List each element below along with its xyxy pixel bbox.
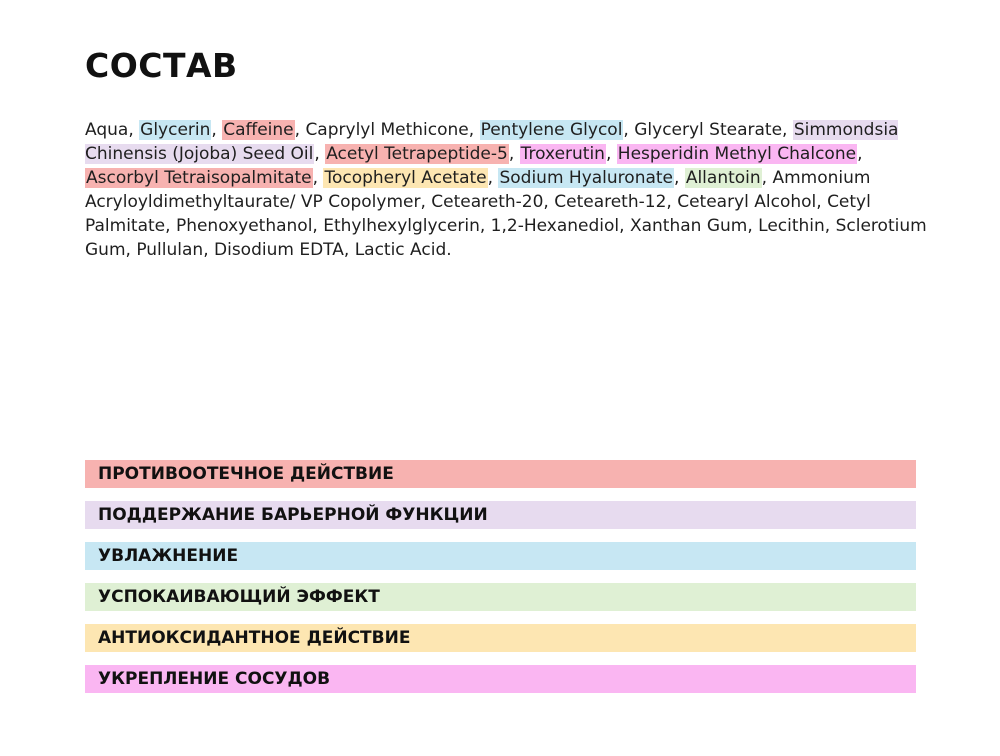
ingredient: Phenoxyethanol: [175, 216, 313, 236]
legend-item-moisturizing: [85, 542, 916, 570]
ingredient-highlighted: Allantoin: [685, 168, 761, 188]
ingredient: 1,2-Hexanediol: [490, 216, 620, 236]
legend-label: ПОДДЕРЖАНИЕ БАРЬЕРНОЙ ФУНКЦИИ: [98, 505, 488, 525]
ingredient-highlighted: Pentylene Glycol: [480, 120, 623, 140]
ingredient: Cetearyl Alcohol: [677, 192, 817, 212]
ingredient: Ammonium Acryloyldimethyltaurate/ VP Copolymer: [85, 168, 871, 212]
ingredient: Xanthan Gum: [629, 216, 748, 236]
ingredient-highlighted: Hesperidin Methyl Chalcone: [617, 144, 857, 164]
ingredient: Caprylyl Methicone: [305, 120, 469, 140]
legend-item-soothing: [85, 583, 916, 611]
legend-item-barrier: [85, 501, 916, 529]
page-title: СОСТАВ: [85, 46, 238, 85]
ingredient: Ceteareth-20: [431, 192, 544, 212]
legend: [85, 460, 916, 706]
ingredient-highlighted: Ascorbyl Tetraisopalmitate: [86, 168, 312, 188]
ingredient-highlighted: Tocopheryl Acetate: [324, 168, 487, 188]
legend-label: УСПОКАИВАЮЩИЙ ЭФФЕКТ: [98, 587, 380, 607]
ingredients-list: Aqua, Glycerin, Caffeine, Caprylyl Methicone, Pentylene Glycol, Glyceryl Stearate, Simmondsia Chinensis (Jojoba) Seed Oil, Acetyl Tetrapeptide-5, Troxerutin, Hesperidin Methyl Chalcone, Ascorbyl Tetraisopalmitate, Tocopheryl Acetate, Sodium Hyaluronate, Allantoin, Ammonium Acryloyldimethyltaurate/ VP Copolymer, Ceteareth-20, Ceteareth-12, Cetearyl Alcohol, Cetyl Palmitate, Phenoxyethanol, Ethylhexylglycerin, 1,2-Hexanediol, Xanthan Gum, Lecithin, Sclerotium Gum, Pullulan, Disodium EDTA, Lactic Acid.: [85, 120, 927, 260]
ingredient: Aqua: [85, 120, 129, 140]
legend-item-vessels: [85, 665, 916, 693]
legend-label: АНТИОКСИДАНТНОЕ ДЕЙСТВИЕ: [98, 628, 411, 648]
ingredient: Lecithin: [758, 216, 825, 236]
legend-item-antioxidant: [85, 624, 916, 652]
legend-item-anti-edema: [85, 460, 916, 488]
ingredient: Ethylhexylglycerin: [323, 216, 480, 236]
legend-label: УВЛАЖНЕНИЕ: [98, 546, 239, 566]
ingredient-highlighted: Acetyl Tetrapeptide-5: [326, 144, 508, 164]
ingredient: Disodium EDTA: [214, 240, 344, 260]
legend-label: УКРЕПЛЕНИЕ СОСУДОВ: [98, 669, 331, 689]
ingredient-highlighted: Sodium Hyaluronate: [499, 168, 674, 188]
ingredient-highlighted: Troxerutin: [520, 144, 605, 164]
ingredient: Cetyl Palmitate: [85, 192, 871, 236]
ingredient: Lactic Acid: [354, 240, 447, 260]
ingredient: Glyceryl Stearate: [634, 120, 783, 140]
ingredient-highlighted: Glycerin: [140, 120, 211, 140]
ingredient: Pullulan: [136, 240, 204, 260]
ingredient: Sclerotium Gum: [85, 216, 927, 260]
ingredient: Ceteareth-12: [554, 192, 667, 212]
legend-label: ПРОТИВООТЕЧНОЕ ДЕЙСТВИЕ: [98, 464, 394, 484]
ingredient-highlighted: Caffeine: [223, 120, 294, 140]
ingredient-highlighted: Simmondsia Chinensis (Jojoba) Seed Oil: [85, 120, 899, 164]
